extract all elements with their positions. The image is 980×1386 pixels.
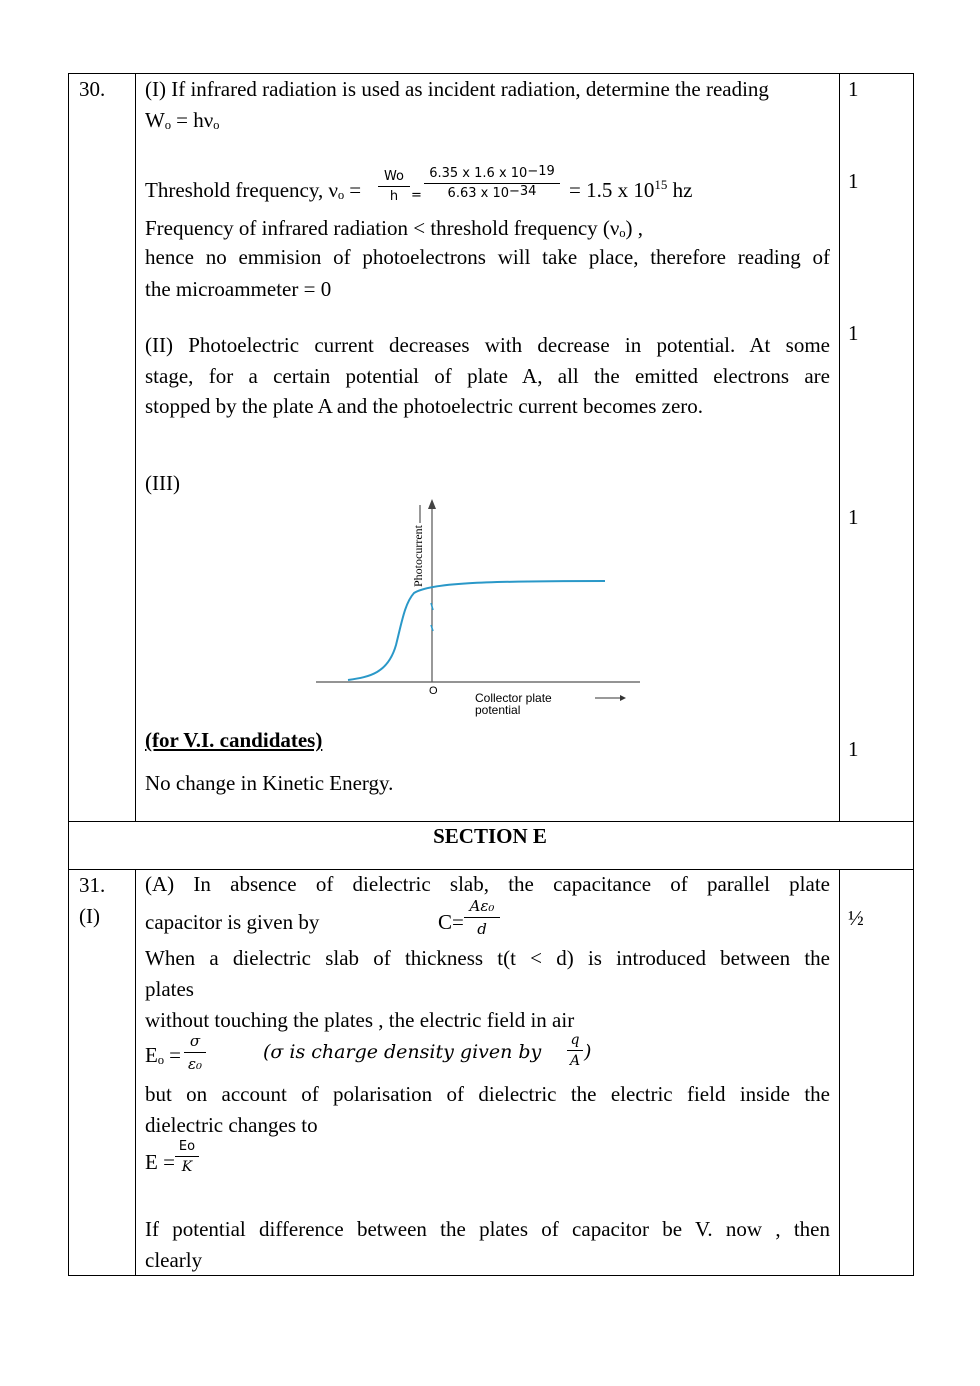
y-axis-arrowhead: [428, 499, 436, 509]
vi-text: No change in Kinetic Energy.: [145, 771, 394, 795]
q31-line-a1: [145, 869, 830, 900]
part3-label: (III): [145, 471, 180, 495]
mark: 1: [848, 737, 859, 761]
frac-numerator: [424, 164, 560, 181]
mark: 1: [848, 169, 859, 193]
frac-bar: [175, 1156, 199, 1157]
field-in-air: without touching the plates , the electric field in air: [145, 1008, 575, 1032]
mark: 1: [848, 77, 859, 101]
work-function-equation: Wₒ = hνₒ: [145, 108, 220, 132]
hence-text: hence no emmision of photoelectrons will take place, therefore reading of: [145, 245, 830, 269]
result-pre: = 1.5 x 10: [569, 178, 655, 202]
threshold-label: Threshold frequency, νₒ =: [145, 178, 362, 202]
y-axis-label: Photocurrent: [411, 525, 425, 587]
table-left-border: [68, 73, 69, 1276]
col-divider-2-bottom: [839, 869, 840, 1276]
polar-line: but on account of polarisation of dielectric the electric field inside the: [145, 1082, 830, 1106]
frac-numerator: Wo: [383, 169, 405, 184]
den-text: 6.63 x 10: [447, 186, 509, 202]
question-number: 31.: [79, 873, 106, 897]
dashed-axis-mark: [431, 603, 433, 610]
compare-line: Frequency of infrared radiation < threshold frequency (νₒ) ,: [145, 216, 643, 240]
frac-denominator: K: [181, 1159, 193, 1176]
frac-denominator: A: [569, 1053, 581, 1070]
frac-numerator: q: [570, 1032, 580, 1048]
part2-line: stopped by the plate A and the photoelectric current becomes zero.: [145, 394, 704, 418]
frac-bar: [184, 1052, 206, 1053]
table-right-border: [913, 73, 914, 1276]
part1-line1: (I) If infrared radiation is used as incident radiation, determine the reading: [145, 77, 769, 101]
hence-line: [145, 242, 830, 273]
row-divider-section: [68, 821, 914, 822]
table-bottom-border: [68, 1275, 914, 1276]
section-title: SECTION E: [433, 824, 547, 848]
question-subpart: (I): [79, 904, 100, 928]
part2-line: stage, for a certain potential of plate A, all the emitted electrons are: [145, 363, 830, 388]
x-axis-label-line2: potential: [475, 703, 521, 717]
polar-line: dielectric changes to: [145, 1112, 318, 1137]
part2-paragraph: [145, 330, 830, 422]
dielectric-line: plates: [145, 976, 194, 1001]
fraction-e: [175, 1140, 199, 1176]
frac-bar: [378, 186, 410, 187]
fraction-wo-over-h: [378, 170, 410, 205]
e-lhs: E =: [145, 1150, 175, 1174]
sigma-note: (σ is charge density given by: [263, 1041, 542, 1063]
frac-denominator: ε₀: [187, 1054, 203, 1073]
sigma-note-close: ): [584, 1041, 592, 1063]
col-divider-1-bottom: [135, 869, 136, 1276]
potential-line: If potential difference between the plates of capacitor be V. now , then: [145, 1217, 830, 1241]
mark: 1: [848, 321, 859, 345]
fraction-e0: [184, 1033, 206, 1072]
potential-paragraph: [145, 1214, 830, 1275]
mark: ½: [848, 906, 864, 930]
result-exp: 15: [654, 177, 668, 192]
microammeter-line: the microammeter = 0: [145, 277, 332, 301]
line-a1-text: (A) In absence of dielectric slab, the capacitance of parallel plate: [145, 872, 830, 896]
x-label-arrowhead: [620, 695, 626, 701]
result-post: hz: [667, 178, 693, 202]
e0-lhs: Eₒ =: [145, 1043, 181, 1067]
num-text: 6.35 x 1.6 x 10: [429, 166, 528, 181]
frac-bar: [567, 1050, 583, 1051]
part2-line: (II) Photoelectric current decreases with decrease in potential. At some: [145, 333, 830, 357]
num-exp: −19: [527, 164, 555, 179]
col-divider-1-top: [135, 73, 136, 821]
question-number: 30.: [79, 77, 106, 101]
capacitor-given: capacitor is given by: [145, 910, 320, 934]
frac-bar: [464, 917, 500, 918]
x-axis-label-line1: Collector plate: [475, 691, 552, 705]
frac-numerator: Eo: [178, 1139, 196, 1154]
fraction-capacitance: [464, 898, 500, 937]
dielectric-line: When a dielectric slab of thickness t(t < d) is introduced between the: [145, 946, 830, 970]
dashed-axis-mark: [431, 625, 433, 631]
fraction-threshold-calc: [424, 164, 560, 202]
frac-denominator: h: [389, 189, 399, 205]
equals-sign: =: [411, 188, 422, 203]
table-top-border: [68, 73, 914, 74]
threshold-result: [569, 177, 693, 202]
frac-bar: [424, 183, 560, 184]
vi-heading: (for V.I. candidates): [145, 728, 323, 752]
frac-denominator: [424, 184, 560, 202]
frac-numerator: σ: [189, 1032, 201, 1050]
fraction-q-over-a: [567, 1033, 583, 1070]
frac-numerator: Aε₀: [469, 897, 495, 915]
c-eq-lhs: C=: [438, 910, 464, 934]
potential-line: clearly: [145, 1247, 203, 1272]
polarisation-paragraph: [145, 1079, 830, 1140]
dielectric-paragraph: [145, 943, 830, 1004]
col-divider-2-top: [839, 73, 840, 821]
mark: 1: [848, 505, 859, 529]
photocurrent-graph: [300, 495, 645, 720]
den-exp: −34: [509, 184, 537, 200]
photocurrent-curve: [348, 581, 605, 680]
origin-label: O: [429, 685, 438, 697]
frac-denominator: d: [477, 919, 487, 938]
